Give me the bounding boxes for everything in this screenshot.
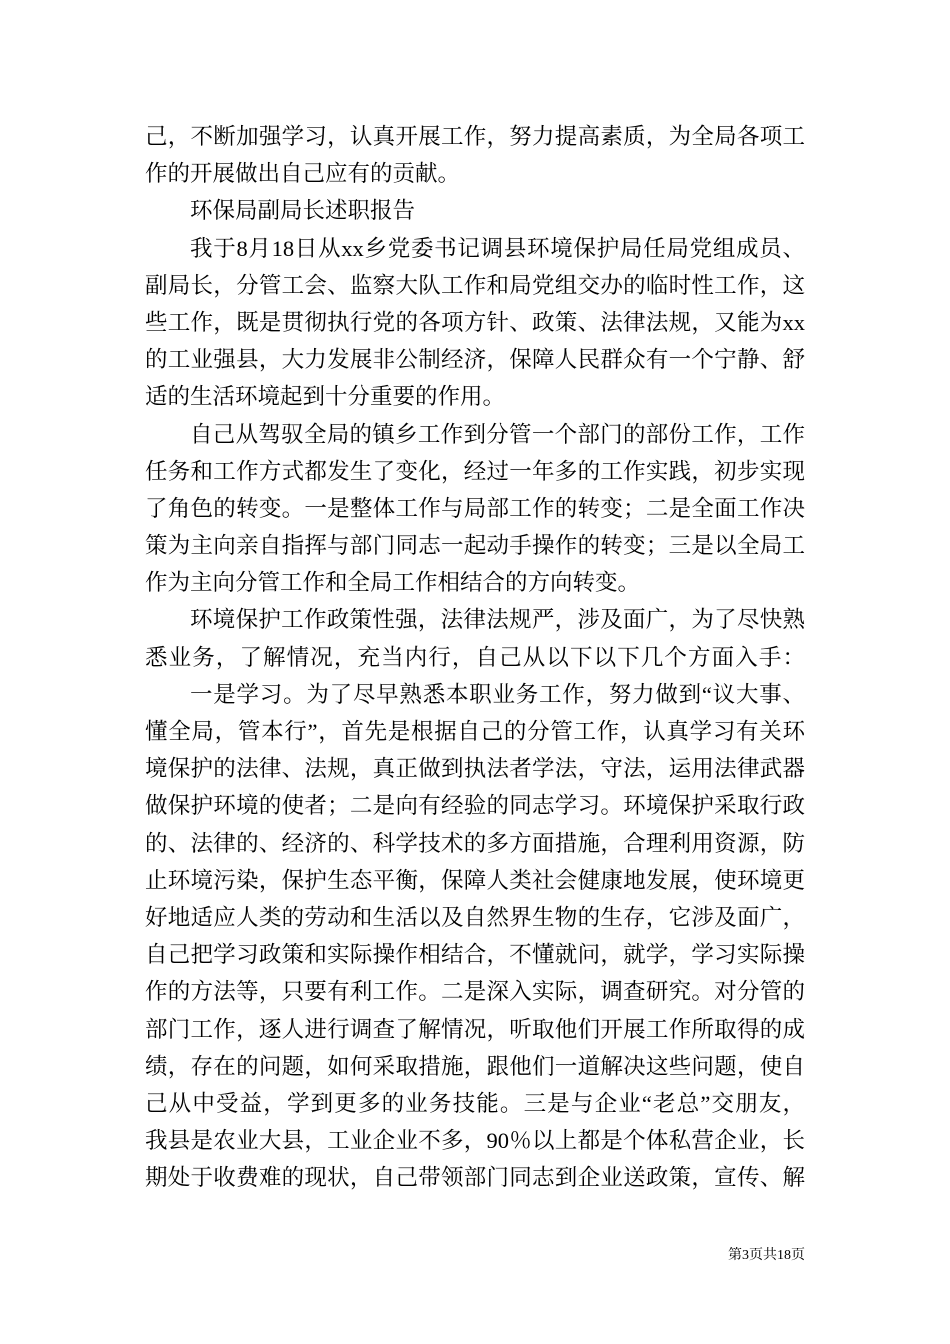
- paragraph: [145, 601, 805, 675]
- paragraph-line: 我县是农业大县，工业企业不多，90％以上都是个体私营企业，长: [145, 1128, 805, 1154]
- paragraph-line: 适的生活环境起到十分重要的作用。: [145, 384, 506, 410]
- paragraph-line: 好地适应人类的劳动和生活以及自然界生物的生存，它涉及面广，: [145, 904, 805, 930]
- paragraph-line: 作的开展做出自己应有的贡献。: [145, 161, 461, 187]
- paragraph-line: 懂全局，管本行”，首先是根据自己的分管工作，认真学习有关环: [145, 719, 805, 744]
- paragraph-line: 任务和工作方式都发生了变化，经过一年多的工作实践，初步实现: [145, 458, 805, 484]
- paragraph: [145, 416, 805, 602]
- paragraph-line: 期处于收费难的现状，自己带领部门同志到企业送政策，宣传、解: [145, 1165, 805, 1191]
- paragraph-line: 自己把学习政策和实际操作相结合，不懂就问，就学，学习实际操: [145, 942, 805, 968]
- paragraph-line: 了角色的转变。一是整体工作与局部工作的转变；二是全面工作决: [145, 495, 805, 521]
- paragraph: [145, 230, 805, 416]
- section-heading: 环保局副局长述职报告: [190, 198, 416, 224]
- paragraph-line: 副局长，分管工会、监察大队工作和局党组交办的临时性工作，这: [145, 272, 805, 298]
- paragraph-line: 作为主向分管工作和全局工作相结合的方向转变。: [145, 570, 641, 596]
- paragraph-line: 境保护的法律、法规，真正做到执法者学法，守法，运用法律武器: [145, 756, 805, 782]
- paragraph-line: 做保护环境的使者；二是向有经验的同志学习。环境保护采取行政: [145, 793, 805, 819]
- paragraph-line: 策为主向亲自指挥与部门同志一起动手操作的转变；三是以全局工: [145, 533, 805, 559]
- paragraph: [145, 118, 805, 192]
- document-body: [145, 118, 805, 1196]
- paragraph-line: 止环境污染，保护生态平衡，保障人类社会健康地发展，使环境更: [145, 867, 805, 893]
- paragraph-line: 环境保护工作政策性强，法律法规严，涉及面广，为了尽快熟: [190, 607, 805, 633]
- paragraph-line: 我于8月18日从xx乡党委书记调县环境保护局任局党组成员、: [190, 235, 805, 261]
- paragraph-line: 些工作，既是贯彻执行党的各项方针、政策、法律法规，又能为xx: [145, 309, 805, 335]
- paragraph-line: 己，不断加强学习，认真开展工作，努力提高素质，为全局各项工: [145, 124, 805, 149]
- paragraph-line: 作的方法等，只要有利工作。二是深入实际，调查研究。对分管的: [145, 979, 805, 1005]
- paragraph-line: 一是学习。为了尽早熟悉本职业务工作，努力做到“议大事、: [190, 681, 805, 707]
- paragraph: [145, 676, 805, 1197]
- paragraph-line: 的、法律的、经济的、科学技术的多方面措施，合理利用资源，防: [145, 830, 805, 856]
- paragraph-line: 的工业强县，大力发展非公制经济，保障人民群众有一个宁静、舒: [145, 347, 805, 373]
- paragraph-line: 己从中受益，学到更多的业务技能。三是与企业“老总”交朋友，: [145, 1090, 805, 1116]
- paragraph-line: 部门工作，逐人进行调查了解情况，听取他们开展工作所取得的成: [145, 1016, 805, 1042]
- paragraph-line: 悉业务，了解情况，充当内行，自己从以下以下几个方面入手：: [145, 644, 805, 670]
- paragraph: [145, 192, 805, 229]
- page-number-label: 第3页共18页: [728, 1248, 805, 1263]
- paragraph-line: 自己从驾驭全局的镇乡工作到分管一个部门的部份工作，工作: [190, 421, 805, 447]
- paragraph-line: 绩，存在的问题，如何采取措施，跟他们一道解决这些问题，使自: [145, 1053, 805, 1079]
